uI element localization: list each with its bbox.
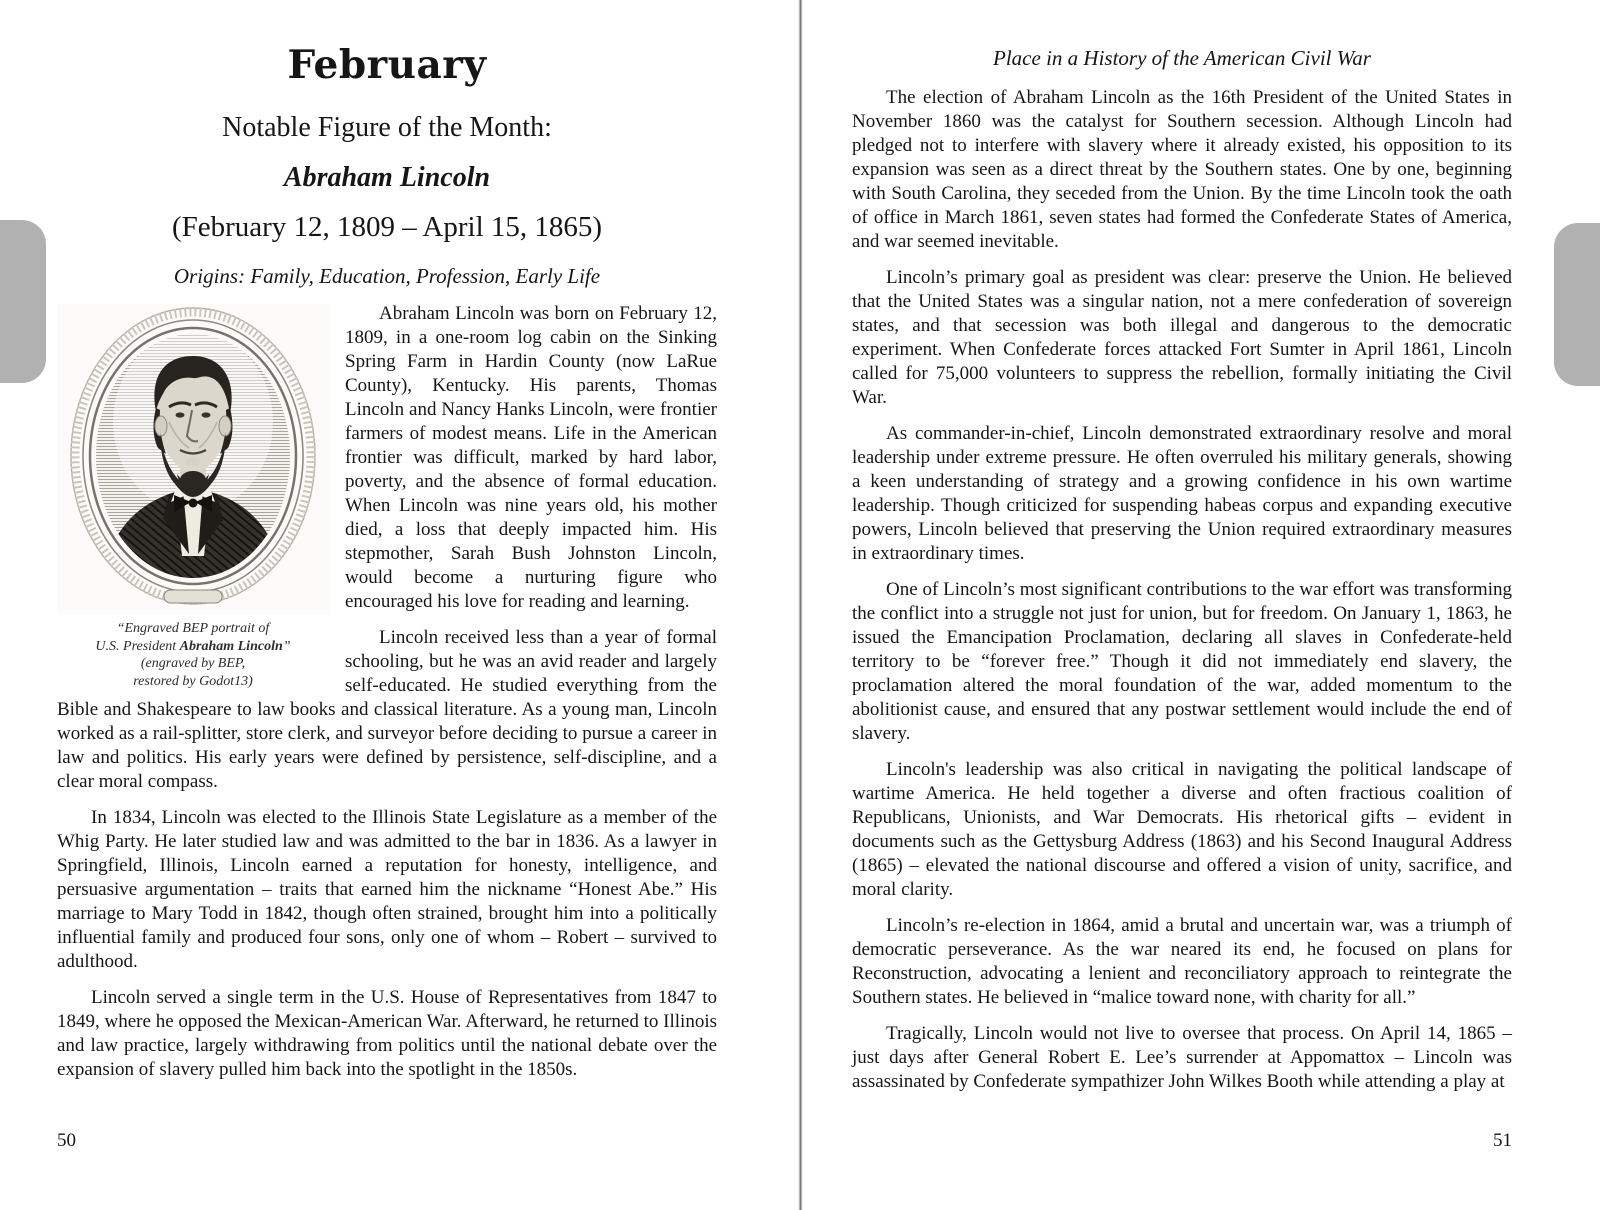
paragraph: The election of Abraham Lincoln as the 16th President of the United States in November 1860 was the catalyst for Southern secession. Although Lincoln had pledged not to interfere with slavery where it already existed, his opposition to its expansion was seen as a direct threat by the Southern states. One by one, beginning with South Carolina, they seceded from the Union. By the time Lincoln took the oath of office in March 1861, seven states had formed the Confederate States of America, and war seemed inevitable. <box>852 87 1512 252</box>
caption-figure-name: Abraham Lincoln <box>179 638 283 654</box>
paragraph: Lincoln served a single term in the U.S. House of Representatives from 1847 to 1849, where he opposed the Mexican-American War. Afterward, he returned to Illinois and law practice, largely withdrawing from politics until the national debate over the expansion of slavery pulled him back into the spotlight in the 1850s. <box>57 987 717 1080</box>
paragraph: Abraham Lincoln was born on February 12, 1809, in a one-room log cabin on the Sinking Spring Farm in Hardin County (now LaRue County), Kentucky. His parents, Thomas Lincoln and Nancy Hanks Lincoln, were frontier farmers of modest means. Life in the American frontier was difficult, marked by hard labor, poverty, and the absence of formal education. When Lincoln was nine years old, his mother died, a loss that deeply impacted him. His stepmother, Sarah Bush Johnston Lincoln, would become a nurturing figure who encouraged his love for reading and learning. <box>345 303 717 612</box>
lincoln-portrait-image <box>57 304 329 614</box>
paragraph: Lincoln's leadership was also critical in navigating the political landscape of wartime America. He held together a diverse and often fractious coalition of Republicans, Unionists, and War Democrats. His rhetorical gifts – evident in documents such as the Gettysburg Address (1863) and his Second Inaugural Address (1865) – elevated the national discourse and offered a vision of unity, sacrifice, and moral clarity. <box>852 759 1512 900</box>
chapter-running-head: Place in a History of the American Civil War <box>993 46 1371 70</box>
right-page <box>852 0 1512 1210</box>
notable-figure-subtitle: Notable Figure of the Month: <box>222 112 552 143</box>
left-page <box>57 0 717 1210</box>
page-turn-previous-tab[interactable] <box>0 220 46 383</box>
page-turn-next-tab[interactable] <box>1554 223 1600 386</box>
figure-dates: (February 12, 1809 – April 15, 1865) <box>171 211 603 243</box>
month-title: February <box>287 42 487 88</box>
caption-line: “Engraved BEP portrait of <box>116 621 270 636</box>
paragraph: Lincoln’s re-election in 1864, amid a brutal and uncertain war, was a triumph of democratic perseverance. As the war neared its end, he focused on plans for Reconstruction, advocating a lenient and reconciliatory approach to reintegrate the Southern states. He believed in “malice toward none, with charity for all.” <box>852 915 1512 1008</box>
paragraph: As commander-in-chief, Lincoln demonstrated extraordinary resolve and moral leadership under extreme pressure. He often overruled his military generals, showing a keen understanding of strategy and a growing confidence in his own wartime leadership. Though criticized for suspending habeas corpus and expanding executive powers, Lincoln believed that preserving the Union required extraordinary measures in extraordinary times. <box>852 423 1512 564</box>
paragraph: Lincoln’s primary goal as president was clear: preserve the Union. He believed that the United States was a singular nation, not a mere confederation of sovereign states, and that secession was both illegal and dangerous to the democratic experiment. When Confederate forces attacked Fort Sumter in April 1861, Lincoln called for 75,000 volunteers to suppress the rebellion, formally initiating the Civil War. <box>852 267 1512 408</box>
paragraph: Lincoln received less than a year of formal schooling, but he was an avid reader and largely self-educated. He studied everything from the Bible and Shakespeare to law books and classical literature. As a young man, Lincoln worked as a rail-splitter, store clerk, and surveyor before deciding to pursue a career in law and politics. His early years were defined by persistence, self-discipline, and a clear moral compass. <box>57 627 717 792</box>
left-page-body <box>57 302 717 1082</box>
paragraph: Tragically, Lincoln would not live to oversee that process. On April 14, 1865 – just days after General Robert E. Lee’s surrender at Appomattox – Lincoln was assassinated by Confederate sympathizer John Wilkes Booth while attending a play at <box>852 1023 1512 1092</box>
caption-line: restored by Godot13) <box>133 673 253 689</box>
caption-close-quote: ” <box>282 638 291 654</box>
caption-line: (engraved by BEP, <box>140 656 246 671</box>
page-divider <box>798 0 803 1210</box>
portrait-figure <box>57 304 329 690</box>
caption-line: U.S. President <box>95 638 180 654</box>
portrait-caption <box>57 620 329 690</box>
section-heading: Origins: Family, Education, Profession, Early Life <box>173 264 601 288</box>
paragraph: In 1834, Lincoln was elected to the Illinois State Legislature as a member of the Whig Party. He later studied law and was admitted to the bar in 1836. As a lawyer in Springfield, Illinois, Lincoln earned a reputation for honesty, intelligence, and persuasive argumentation – traits that earned him the nickname “Honest Abe.” His marriage to Mary Todd in 1842, though often strained, brought him into a politically influential family and produced four sons, only one of whom – Robert – survived to adulthood. <box>57 807 717 972</box>
paragraph: One of Lincoln’s most significant contributions to the war effort was transforming the conflict into a struggle not just for union, but for freedom. On January 1, 1863, he issued the Emancipation Proclamation, declaring all slaves in Confederate-held territory to be “forever free.” Though it did not immediately end slavery, the proclamation altered the moral foundation of the war, added momentum to the abolitionist cause, and ensured that any postwar settlement would include the end of slavery. <box>852 579 1512 744</box>
page-number: 51 <box>1493 1130 1512 1151</box>
right-page-body <box>852 86 1512 1094</box>
figure-name: Abraham Lincoln <box>283 162 491 193</box>
page-number: 50 <box>57 1130 76 1151</box>
